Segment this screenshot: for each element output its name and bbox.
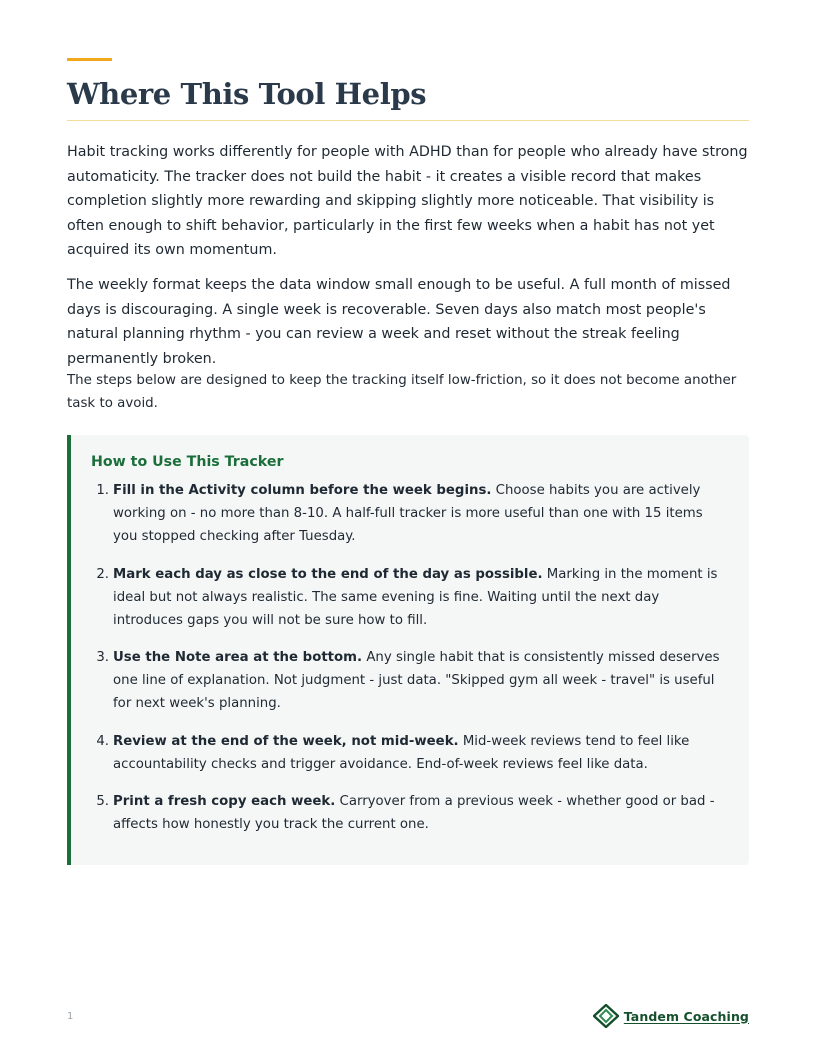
step-text: Carryover from a previous week - whether good or bad - affects how honestly you track the current one. [113, 794, 715, 832]
intro-paragraph-2: The weekly format keeps the data window small enough to be useful. A full month of missed days is discouraging. A single week is recoverable. Seven days also match most people's natural planning rhythm - you can review a week and reset without the streak feeling permanently broken. [67, 277, 731, 367]
step-item [91, 646, 721, 715]
step-text: Choose habits you are actively working on - no more than 8-10. A half-full tracker is more useful than one with 15 items you stopped checking after Tuesday. [113, 483, 703, 544]
step-item [91, 790, 721, 836]
step-item [91, 479, 721, 548]
step-number: 2. [96, 566, 109, 582]
title-accent-bar [67, 58, 112, 61]
step-text: Mid-week reviews tend to feel like accountability checks and trigger avoidance. End-of-week reviews feel like data. [113, 733, 690, 772]
diamond-logo-icon [593, 1004, 619, 1028]
step-item [91, 563, 721, 632]
brand-footer [593, 1004, 749, 1028]
step-body [113, 479, 721, 548]
step-heading: Use the Note area at the bottom. [113, 650, 363, 665]
step-text: Marking in the moment is ideal but not always realistic. The same evening is fine. Waiting until the next day introduces gaps you will not be sure how to fill. [113, 566, 718, 628]
step-body [113, 730, 721, 776]
intro-paragraph-1: Habit tracking works differently for people with ADHD than for people who already have strong automaticity. The tracker does not build the habit - it creates a visible record that makes completion slightly more rewarding and skipping slightly more noticeable. That visibility is often enough to shift behavior, particularly in the first few weeks when a habit has not yet acquired its own momentum. [67, 144, 748, 259]
step-number: 4. [96, 733, 109, 749]
title-divider [67, 120, 749, 121]
page-title: Where This Tool Helps [67, 77, 427, 111]
how-to-use-callout [67, 435, 749, 865]
step-body [113, 790, 721, 836]
step-heading: Print a fresh copy each week. [113, 794, 336, 809]
step-body [113, 563, 721, 632]
brand-name: Tandem Coaching [623, 1008, 749, 1024]
step-number: 3. [96, 650, 109, 665]
step-body [113, 646, 721, 715]
step-heading: Mark each day as close to the end of the day as possible. [113, 566, 543, 582]
callout-title: How to Use This Tracker [91, 454, 284, 470]
intro-paragraph-3: The steps below are designed to keep the tracking itself low-friction, so it does not become another task to avoid. [67, 373, 737, 411]
step-number: 5. [96, 794, 109, 809]
step-heading: Fill in the Activity column before the week begins. [113, 483, 492, 498]
page-number: 1 [67, 1011, 74, 1022]
step-number: 1. [96, 483, 109, 498]
step-text: Any single habit that is consistently missed deserves one line of explanation. Not judgment - just data. "Skipped gym all week - travel" is useful for next week's planning. [113, 650, 720, 711]
step-item [91, 730, 721, 776]
steps-list [91, 479, 721, 851]
step-heading: Review at the end of the week, not mid-week. [113, 733, 459, 749]
